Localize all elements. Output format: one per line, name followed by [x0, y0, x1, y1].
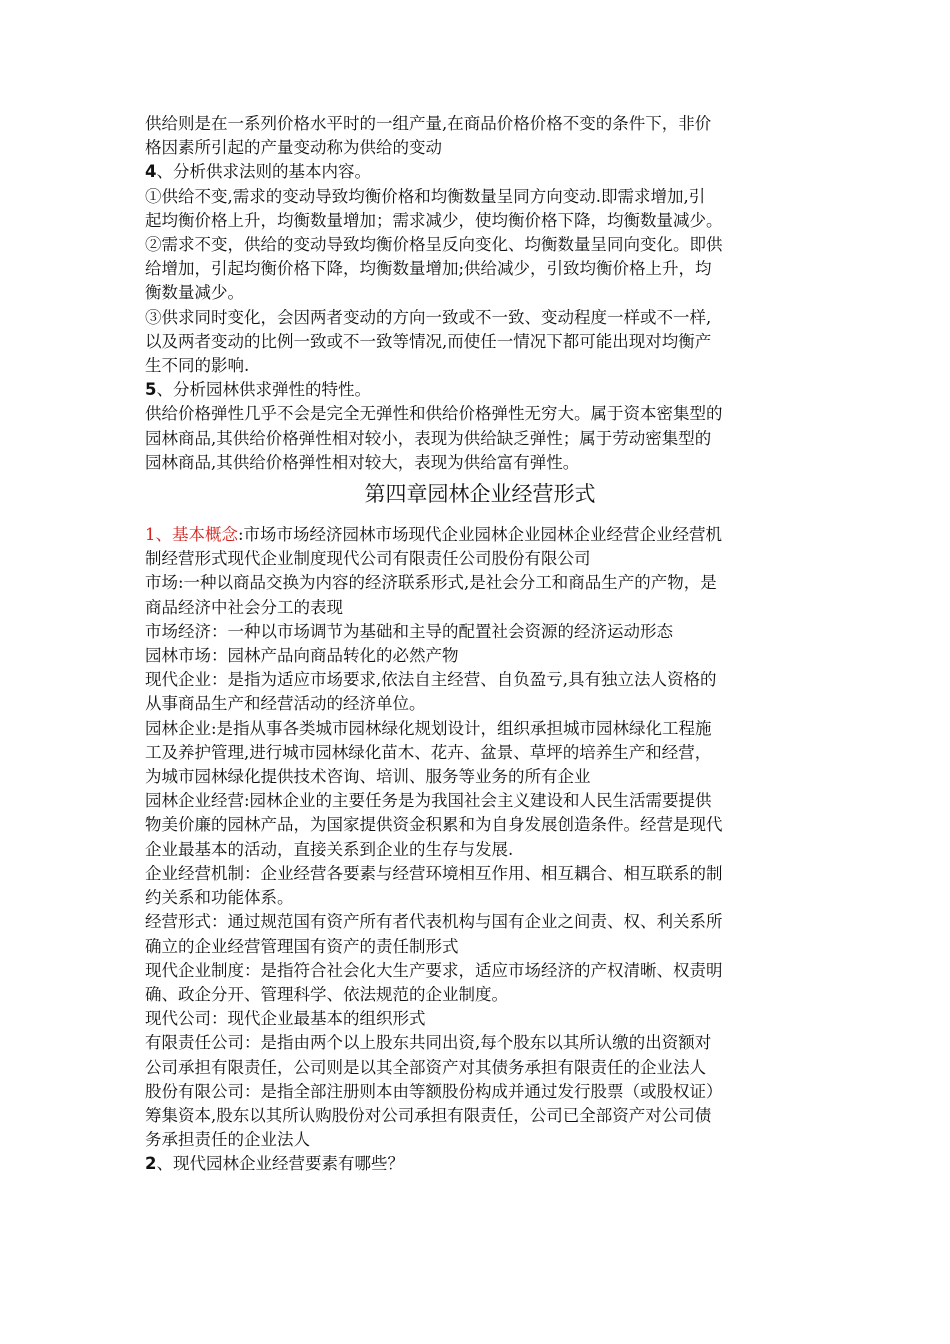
body-text-line: 经营形式：通过规范国有资产所有者代表机构与国有企业之间责、权、利关系所: [145, 912, 723, 932]
question-text: 、分析供求法则的基本内容。: [156, 162, 371, 182]
concept-label: 1、基本概念: [145, 525, 238, 545]
body-text-line: ①供给不变,需求的变动导致均衡价格和均衡数量呈同方向变动.即需求增加,引: [145, 186, 706, 206]
body-text-line: 以及两者变动的比例一致或不一致等情况,而使任一情况下都可能出现对均衡产: [145, 331, 712, 351]
body-text-line: 衡数量减少。: [145, 283, 244, 303]
body-text-line: 筹集资本,股东以其所认购股份对公司承担有限责任，公司已全部资产对公司债: [145, 1105, 712, 1125]
body-text-line: 企业经营机制：企业经营各要素与经营环境相互作用、相互耦合、相互联系的制: [145, 863, 723, 883]
document-page: [145, 112, 815, 1177]
concept-list: :市场市场经济园林市场现代企业园林企业园林企业经营企业经营机: [238, 525, 723, 545]
body-text-line: 公司承担有限责任，公司则是以其全部资产对其债务承担有限责任的企业法人: [145, 1057, 706, 1077]
body-text-line: 确、政企分开、管理科学、依法规范的企业制度。: [145, 984, 508, 1004]
question-number: 2: [145, 1154, 157, 1174]
body-text-line: 起均衡价格上升，均衡数量增加；需求减少，使均衡价格下降，均衡数量减少。: [145, 210, 723, 230]
body-text-line: 确立的企业经营管理国有资产的责任制形式: [145, 936, 459, 956]
body-text-line: 为城市园林绿化提供技术咨询、培训、服务等业务的所有企业: [145, 767, 591, 787]
body-text-line: 园林企业:是指从事各类城市园林绿化规划设计，组织承担城市园林绿化工程施: [145, 718, 712, 738]
body-text-line: 市场:一种以商品交换为内容的经济联系形式,是社会分工和商品生产的产物，是: [145, 573, 717, 593]
body-text-line: 供给则是在一系列价格水平时的一组产量,在商品价格价格不变的条件下，非价: [145, 114, 712, 133]
body-text-line: 制经营形式现代企业制度现代公司有限责任公司股份有限公司: [145, 549, 591, 569]
body-text-line: 务承担责任的企业法人: [145, 1130, 310, 1150]
body-text-line: 园林企业经营:园林企业的主要任务是为我国社会主义建设和人民生活需要提供: [145, 791, 712, 811]
body-text-line: 现代公司：现代企业最基本的组织形式: [145, 1009, 426, 1029]
body-text-line: 物美价廉的园林产品，为国家提供资金积累和为自身发展创造条件。经营是现代: [145, 815, 723, 835]
body-text-line: 商品经济中社会分工的表现: [145, 597, 343, 617]
question-heading-2: [145, 1152, 815, 1176]
question-number: 5: [145, 380, 157, 400]
body-text-line: 企业最基本的活动，直接关系到企业的生存与发展.: [145, 839, 514, 859]
body-text-line: 股份有限公司：是指全部注册则本由等额股份构成并通过发行股票（或股权证）: [145, 1081, 723, 1101]
body-text-line: 格因素所引起的产量变动称为供给的变动: [145, 138, 442, 158]
body-text-line: 工及养护管理,进行城市园林绿化苗木、花卉、盆景、草坪的培养生产和经营，: [145, 742, 712, 762]
body-text-line: ③供求同时变化，会因两者变动的方向一致或不一致、变动程度一样或不一样,: [145, 307, 712, 327]
concept-definitions: [145, 547, 815, 1152]
body-text-line: 园林商品,其供给价格弹性相对较大，表现为供给富有弹性。: [145, 452, 580, 472]
chapter-title: 第四章园林企业经营形式: [364, 482, 596, 507]
body-text-line: 现代企业：是指为适应市场要求,依法自主经营、自负盈亏,具有独立法人资格的: [145, 670, 717, 690]
body-text-line: ②需求不变，供给的变动导致均衡价格呈反向变化、均衡数量呈同向变化。即供: [145, 235, 723, 255]
question-heading-5: [145, 378, 815, 402]
body-text-line: 从事商品生产和经营活动的经济单位。: [145, 694, 426, 714]
body-text-line: 给增加，引起均衡价格下降，均衡数量增加;供给减少，引致均衡价格上升，均: [145, 259, 712, 279]
question-text: 、分析园林供求弹性的特性。: [156, 380, 371, 400]
body-text-line: 有限责任公司：是指由两个以上股东共同出资,每个股东以其所认缴的出资额对: [145, 1033, 712, 1053]
body-text-line: 市场经济：一种以市场调节为基础和主导的配置社会资源的经济运动形态: [145, 621, 673, 641]
question-heading-4: [145, 160, 815, 184]
body-text-line: 供给价格弹性几乎不会是完全无弹性和供给价格弹性无穷大。属于资本密集型的: [145, 404, 723, 424]
body-text-line: 园林商品,其供给价格弹性相对较小，表现为供给缺乏弹性；属于劳动密集型的: [145, 428, 712, 448]
body-text-line: 生不同的影响.: [145, 356, 250, 376]
question-text: 、现代园林企业经营要素有哪些？: [156, 1154, 404, 1174]
concept-heading: [145, 523, 815, 547]
body-text-line: 园林市场：园林产品向商品转化的必然产物: [145, 646, 459, 666]
body-text-line: 约关系和功能体系。: [145, 888, 294, 908]
question-number: 4: [145, 162, 157, 182]
body-text-line: 现代企业制度：是指符合社会化大生产要求，适应市场经济的产权清晰、权责明: [145, 960, 723, 980]
